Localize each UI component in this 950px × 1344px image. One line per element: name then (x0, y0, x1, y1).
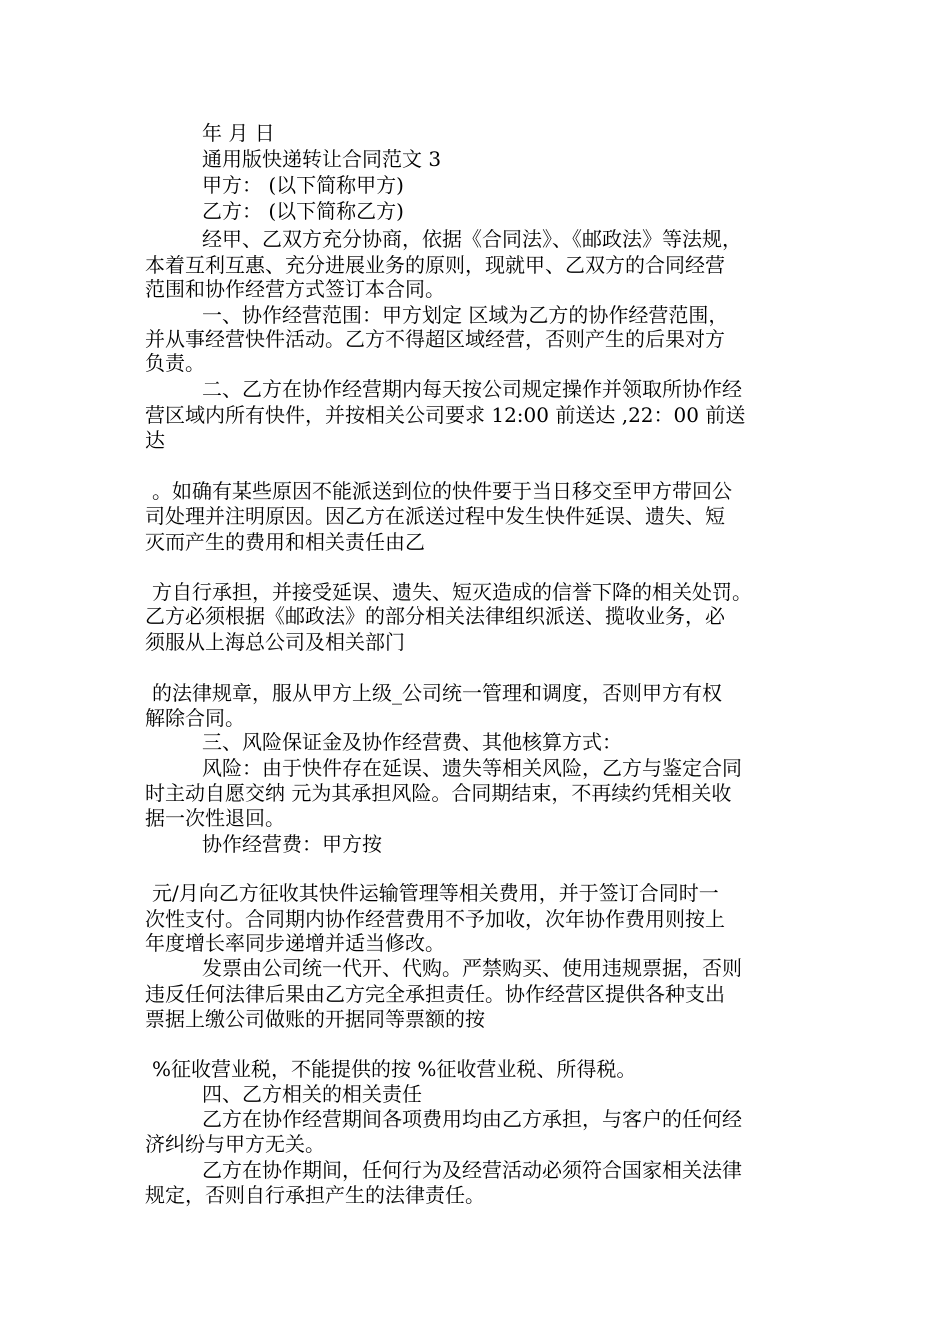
party-a-line: 甲方： (以下简称甲方) (202, 173, 404, 197)
text-line: 乙方在协作经营期间各项费用均由乙方承担，与客户的任何经 (202, 1107, 742, 1131)
date-line: 年 月 日 (202, 121, 275, 145)
text-line: 元/月向乙方征收其快件运输管理等相关费用，并于签订合同时一 (152, 881, 719, 905)
text-line: 须服从上海总公司及相关部门 (145, 630, 405, 654)
text-line: 达 (145, 428, 165, 452)
text-line: 负责。 (145, 351, 205, 375)
text-line: 。如确有某些原因不能派送到位的快件要于当日移交至甲方带回公 (152, 479, 732, 503)
text-line: 发票由公司统一代开、代购。严禁购买、使用违规票据，否则 (202, 956, 742, 980)
document-title: 通用版快递转让合同范文 3 (202, 147, 442, 171)
text-line: %征收营业税，不能提供的按 %征收营业税、所得税。 (152, 1057, 637, 1081)
text-line: 方自行承担，并接受延误、遗失、短灭造成的信誉下降的相关处罚。 (152, 580, 752, 604)
text-line: 据一次性退回。 (145, 806, 285, 830)
section-heading: 二、乙方在协作经营期内每天按公司规定操作并领取所协作经 (202, 377, 742, 401)
party-b-line: 乙方： (以下简称乙方) (202, 199, 404, 223)
text-line: 并从事经营快件活动。乙方不得超区域经营，否则产生的后果对方 (145, 327, 725, 351)
text-line: 违反任何法律后果由乙方完全承担责任。协作经营区提供各种支出 (145, 982, 725, 1006)
text-line: 营区域内所有快件，并按相关公司要求 12:00 前送达 ,22：00 前送 (145, 403, 746, 427)
section-heading: 一、协作经营范围：甲方划定 区域为乙方的协作经营范围， (202, 303, 729, 327)
text-line: 范围和协作经营方式签订本合同。 (145, 277, 445, 301)
text-line: 票据上缴公司做账的开据同等票额的按 (145, 1007, 485, 1031)
text-line: 规定，否则自行承担产生的法律责任。 (145, 1183, 485, 1207)
text-line: 乙方在协作期间，任何行为及经营活动必须符合国家相关法律 (202, 1158, 742, 1182)
text-line: 年度增长率同步递增并适当修改。 (145, 931, 445, 955)
text-line: 解除合同。 (145, 706, 245, 730)
text-line: 风险：由于快件存在延误、遗失等相关风险，乙方与鉴定合同 (202, 756, 742, 780)
section-heading: 三、风险保证金及协作经营费、其他核算方式： (202, 730, 622, 754)
text-line: 经甲、乙双方充分协商，依据《合同法》、《邮政法》等法规， (202, 227, 742, 251)
text-line: 时主动自愿交纳 元为其承担风险。合同期结束，不再续约凭相关收 (145, 781, 732, 805)
text-line: 的法律规章，服从甲方上级_公司统一管理和调度，否则甲方有权 (152, 681, 722, 705)
text-line: 本着互利互惠、充分进展业务的原则，现就甲、乙双方的合同经营 (145, 253, 725, 277)
text-line: 司处理并注明原因。因乙方在派送过程中发生快件延误、遗失、短 (145, 504, 725, 528)
text-line: 济纠纷与甲方无关。 (145, 1132, 325, 1156)
text-line: 次性支付。合同期内协作经营费用不予加收，次年协作费用则按上 (145, 907, 725, 931)
section-heading: 四、乙方相关的相关责任 (202, 1082, 422, 1106)
text-line: 乙方必须根据《邮政法》的部分相关法律组织派送、揽收业务，必 (145, 604, 725, 628)
text-line: 协作经营费：甲方按 (202, 832, 382, 856)
text-line: 灭而产生的费用和相关责任由乙 (145, 530, 425, 554)
